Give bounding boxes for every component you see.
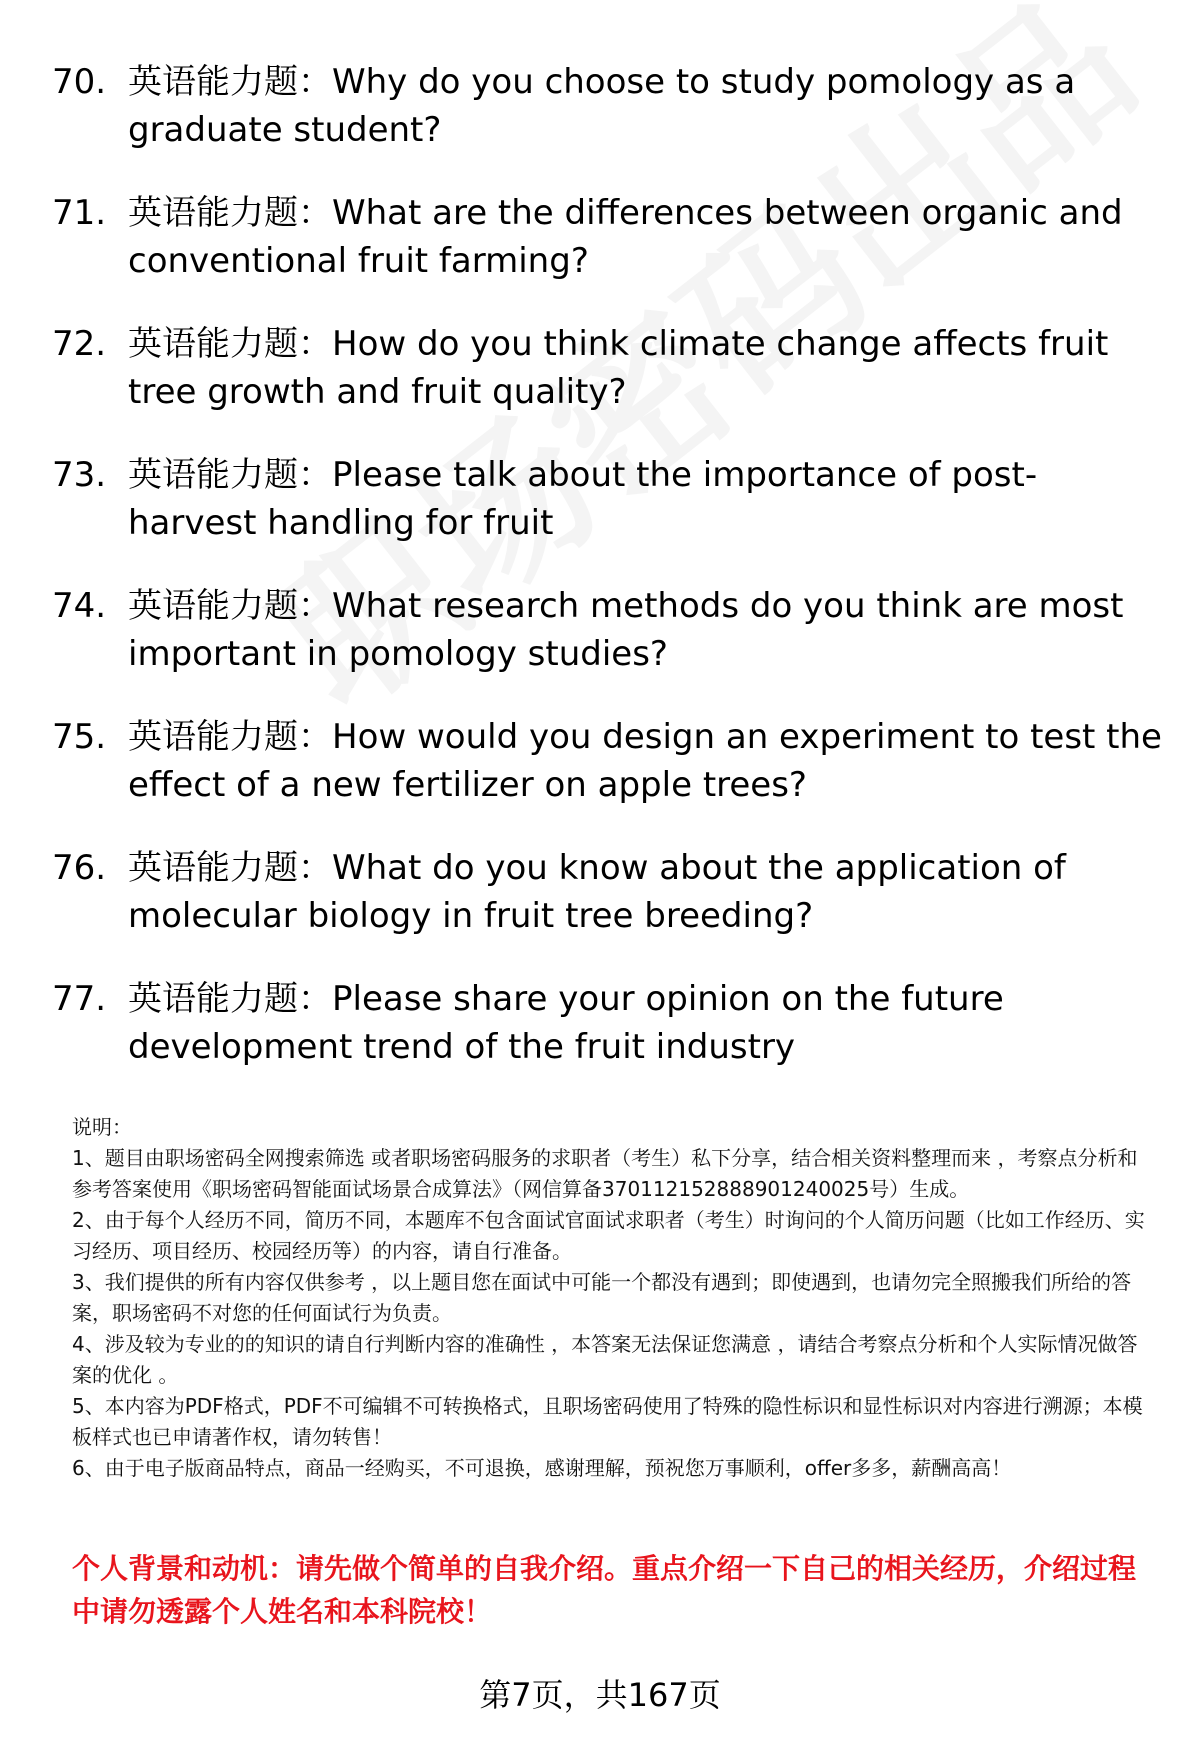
question-item	[52, 451, 1162, 547]
question-item	[52, 582, 1162, 678]
question-text: 英语能力题：What do you know about the application of molecular biology in fruit tree breeding?	[128, 848, 1066, 936]
question-number: 75.	[52, 717, 107, 757]
question-text: 英语能力题：What are the differences between organic and conventional fruit farming?	[128, 193, 1123, 281]
page-number: 第7页，共167页	[479, 1676, 721, 1714]
note-item: 2、由于每个人经历不同，简历不同，本题库不包含面试官面试求职者（考生）时询问的个人简历问题（比如工作经历、实习经历、项目经历、校园经历等）的内容，请自行准备。	[72, 1208, 1145, 1263]
question-text: 英语能力题：How do you think climate change affects fruit tree growth and fruit quality?	[128, 324, 1109, 412]
question-text: 英语能力题：Why do you choose to study pomology as a graduate student?	[128, 62, 1076, 150]
question-number: 74.	[52, 586, 107, 626]
question-number: 76.	[52, 848, 107, 888]
note-item: 5、本内容为PDF格式，PDF不可编辑不可转换格式，且职场密码使用了特殊的隐性标识和显性标识对内容进行溯源；本模板样式也已申请著作权，请勿转售！	[72, 1394, 1143, 1449]
note-item: 1、题目由职场密码全网搜索筛选 或者职场密码服务的求职者（考生）私下分享，结合相关资料整理而来 ，考察点分析和参考答案使用《职场密码智能面试场景合成算法》（网信算备370112152888901240025号）生成。	[72, 1146, 1138, 1201]
question-list	[52, 58, 1162, 1106]
question-text: 英语能力题：How would you design an experiment to test the effect of a new fertilizer on apple trees?	[128, 717, 1162, 805]
question-text: 英语能力题：What research methods do you think are most important in pomology studies?	[128, 586, 1124, 674]
question-item	[52, 320, 1162, 416]
question-text: 英语能力题：Please share your opinion on the future development trend of the fruit industry	[128, 979, 1004, 1067]
question-item	[52, 844, 1162, 940]
question-item	[52, 975, 1162, 1071]
question-number: 72.	[52, 324, 107, 364]
question-number: 77.	[52, 979, 107, 1019]
notes-heading: 说明：	[72, 1115, 132, 1139]
note-item: 3、我们提供的所有内容仅供参考 ，以上题目您在面试中可能一个都没有遇到；即使遇到，也请勿完全照搬我们所给的答案，职场密码不对您的任何面试行为负责。	[72, 1270, 1132, 1325]
question-text: 英语能力题：Please talk about the importance of post-harvest handling for fruit	[128, 455, 1038, 543]
question-number: 70.	[52, 62, 107, 102]
question-number: 73.	[52, 455, 107, 495]
note-item: 6、由于电子版商品特点，商品一经购买，不可退换，感谢理解，预祝您万事顺利，offer多多，薪酬高高！	[72, 1456, 1012, 1480]
question-item	[52, 713, 1162, 809]
question-item	[52, 58, 1162, 154]
notes-section	[72, 1112, 1157, 1484]
highlight-question: 个人背景和动机：请先做个简单的自我介绍。重点介绍一下自己的相关经历，介绍过程中请勿透露个人姓名和本科院校！	[72, 1552, 1137, 1628]
question-number: 71.	[52, 193, 107, 233]
note-item: 4、涉及较为专业的的知识的请自行判断内容的准确性 ，本答案无法保证您满意 ，请结合考察点分析和个人实际情况做答案的优化 。	[72, 1332, 1138, 1387]
question-item	[52, 189, 1162, 285]
